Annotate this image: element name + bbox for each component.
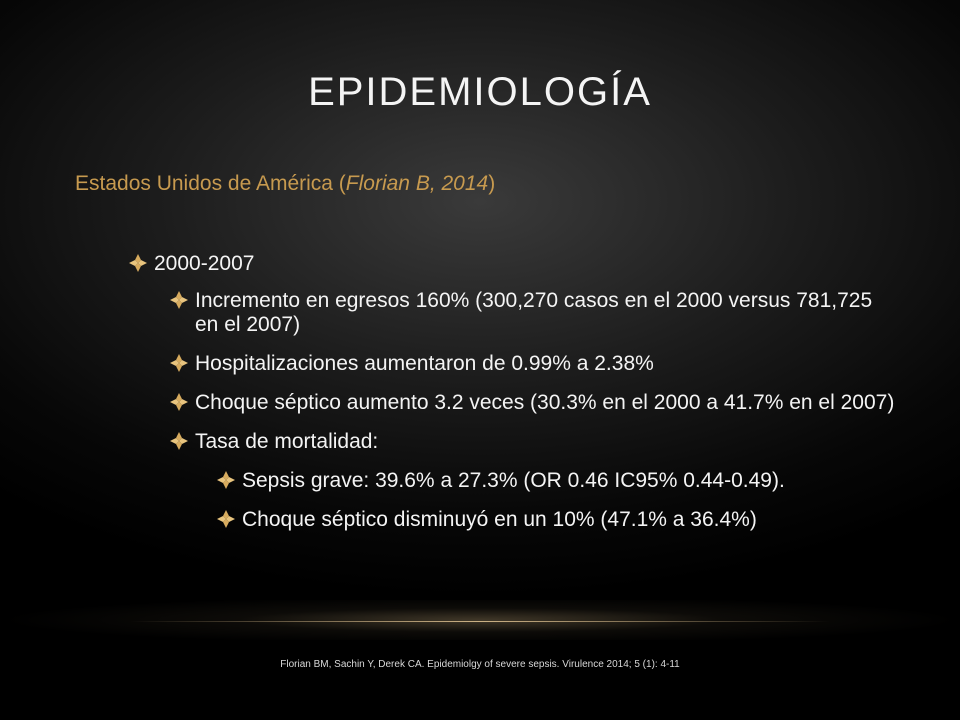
diamond-bullet-icon <box>169 290 189 310</box>
bullet-item <box>195 430 895 454</box>
bullet-item <box>195 391 895 415</box>
subtitle <box>75 172 495 196</box>
diamond-bullet-icon <box>216 470 236 490</box>
bullet-item <box>195 352 895 376</box>
bullet-item <box>195 289 895 337</box>
glow-decoration <box>0 600 960 640</box>
bullet-text: Incremento en egresos 160% (300,270 casos en el 2000 versus 781,725 en el 2007) <box>195 289 873 336</box>
bullet-text: Choque séptico aumento 3.2 veces (30.3% en el 2000 a 41.7% en el 2007) <box>195 391 895 414</box>
bullet-text: Hospitalizaciones aumentaron de 0.99% a 2.38% <box>195 352 654 375</box>
bullet-item <box>242 469 892 493</box>
bullet-text: Choque séptico disminuyó en un 10% (47.1% a 36.4%) <box>242 508 757 531</box>
diamond-bullet-icon <box>169 392 189 412</box>
diamond-bullet-icon <box>169 353 189 373</box>
diamond-bullet-icon <box>128 253 148 273</box>
bullet-text: Sepsis grave: 39.6% a 27.3% (OR 0.46 IC95% 0.44-0.49). <box>242 469 785 492</box>
bullet-text: 2000-2007 <box>154 252 255 275</box>
bullet-list <box>0 252 960 547</box>
bullet-item <box>242 508 892 532</box>
subtitle-citation: Florian B, 2014 <box>345 172 489 195</box>
footnote-citation: Florian BM, Sachin Y, Derek CA. Epidemiolgy of severe sepsis. Virulence 2014; 5 (1): 4-11 <box>280 659 680 670</box>
bullet-text: Tasa de mortalidad: <box>195 430 379 453</box>
subtitle-prefix: Estados Unidos de América ( <box>75 172 346 195</box>
page-title: EPIDEMIOLOGÍA <box>308 70 652 114</box>
diamond-bullet-icon <box>216 509 236 529</box>
bullet-item <box>154 252 854 276</box>
diamond-bullet-icon <box>169 431 189 451</box>
glow-divider <box>130 621 830 622</box>
subtitle-suffix: ) <box>488 172 496 195</box>
